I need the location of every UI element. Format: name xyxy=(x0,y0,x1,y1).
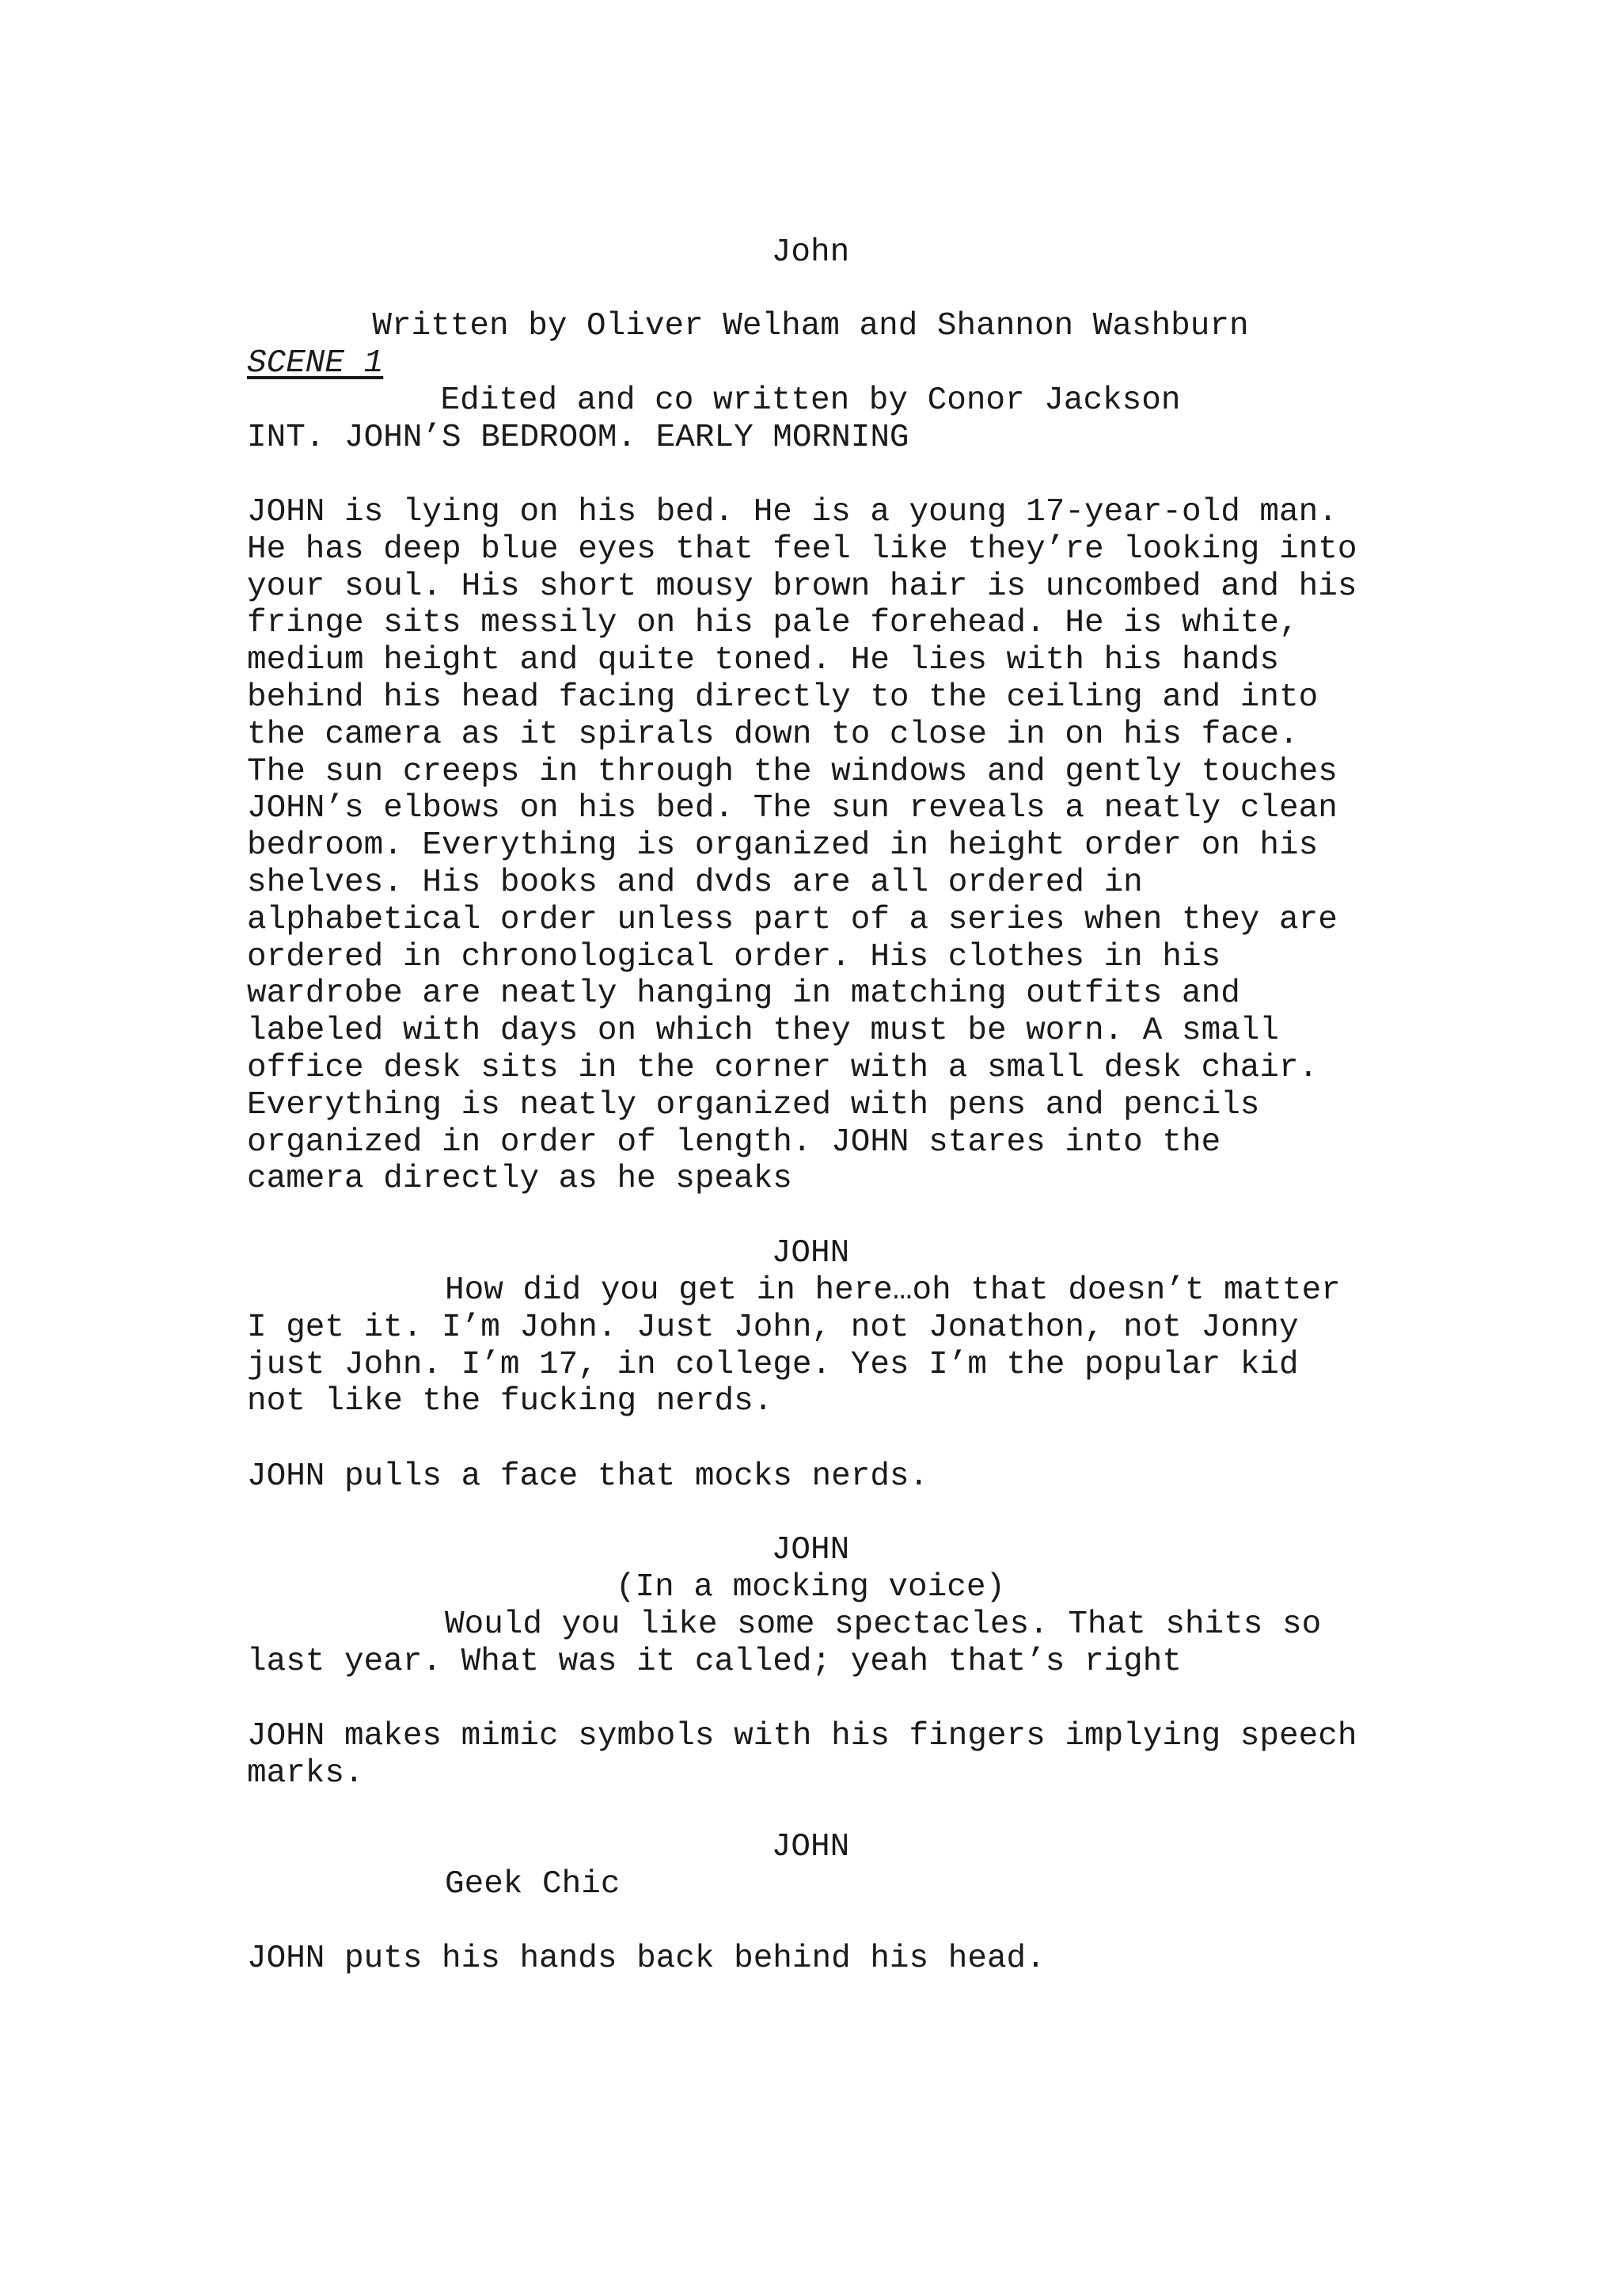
scene-slugline: INT. JOHN’S BEDROOM. EARLY MORNING xyxy=(247,420,909,456)
dialogue: Would you like some spectacles. That shits so last year. What was it called; yeah that’s right xyxy=(247,1606,1322,1680)
action-paragraph: JOHN pulls a face that mocks nerds. xyxy=(247,1458,929,1495)
parenthetical: (In a mocking voice) xyxy=(615,1569,1006,1606)
edited-by-credit: Edited and co written by Conor Jackson xyxy=(440,382,1181,419)
action-paragraph: JOHN makes mimic symbols with his fingers implying speech marks. xyxy=(247,1718,1357,1792)
written-by-credit: Written by Oliver Welham and Shannon Washburn xyxy=(372,308,1249,345)
scene-heading: SCENE 1 xyxy=(247,345,384,382)
title-block xyxy=(0,197,1621,457)
dialogue: Geek Chic xyxy=(445,1866,621,1903)
character-cue: JOHN xyxy=(771,1532,850,1568)
action-paragraph: JOHN is lying on his bed. He is a young 17-year-old man. He has deep blue eyes that feel like they’re looking into your soul. His short mousy brown hair is uncombed and his fringe sits messily on his pale forehead. He is white, medium height and quite toned. He lies with his hands behind his head facing directly to the ceiling and into the camera as it spirals down to close in on his face. The sun creeps in through the windows and gently touches JOHN’s elbows on his bed. The sun reveals a neatly clean bedroom. Everything is organized in height order on his shelves. His books and dvds are all ordered in alphabetical order unless part of a series when they are ordered in chronological order. His clothes in his wardrobe are neatly hanging in matching outfits and labeled with days on which they must be worn. A small office desk sits in the corner with a small desk chair. Everything is neatly organized with pens and pencils organized in order of length. JOHN stares into the camera directly as he speaks xyxy=(247,494,1357,1198)
action-paragraph: JOHN puts his hands back behind his head. xyxy=(247,1941,1046,1977)
character-cue: JOHN xyxy=(771,1829,850,1865)
character-cue: JOHN xyxy=(771,1235,850,1272)
script-title: John xyxy=(771,234,850,271)
dialogue: How did you get in here…oh that doesn’t matter I get it. I’m John. Just John, not Jonathon, not Jonny just John. I’m 17, in college. Yes I’m the popular kid not like the fucking nerds. xyxy=(247,1272,1341,1420)
